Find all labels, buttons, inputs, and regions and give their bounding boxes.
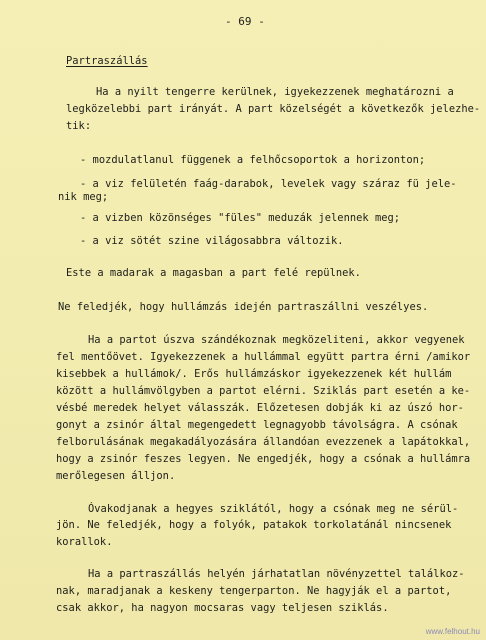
text-line: Este a madarak a magasban a part felé repülnek.	[66, 267, 361, 279]
text-line: legközelebbi part irányát. A part közelségét a következők jelezhe-	[66, 103, 481, 115]
text-line: Ha a nyilt tengerre kerülnek, igyekezzenek meghatározni a	[96, 86, 454, 98]
text-line: Ha a partot úszva szándékoznak megközeliteni, akkor vegyenek	[88, 334, 465, 346]
text-line: között a hullámvölgyben a partot elérni. Sziklás part esetén a ke-	[56, 385, 471, 397]
list-item: - a viz sötét szine világosabbra változik.	[80, 235, 344, 247]
text-line: csak akkor, ha nagyon mocsaras vagy teljesen sziklás.	[56, 602, 389, 614]
watermark: www.felhout.hu	[425, 627, 480, 636]
text-line: vésbé meredek helyet válasszák. Előzetesen dobják ki az úszó hor-	[56, 402, 464, 414]
text-line: korallok.	[56, 536, 113, 548]
list-item-cont: nik meg;	[58, 191, 109, 203]
text-line: kisebbek a hullámok/. Erős hullámzáskor igyekezzenek két hullám	[56, 368, 452, 380]
text-line: jön. Ne feledjék, hogy a folyók, patakok torkolatánál nincsenek	[56, 519, 452, 531]
text-line: Ne feledjék, hogy hullámzás idején partraszállni veszélyes.	[58, 301, 429, 313]
text-line: gonyt a zsinór által megengedett legnagyobb távolságra. A csónak	[56, 419, 458, 431]
text-line: fel mentőövet. Igyekezzenek a hullámmal együtt partra érni /amikor	[56, 351, 471, 363]
list-item: - mozdulatlanul függenek a felhőcsoportok a horizonton;	[80, 154, 426, 166]
text-line: Óvakodjanak a hegyes sziklától, hogy a csónak meg ne sérül-	[88, 503, 459, 515]
section-title: Partraszállás	[66, 55, 148, 67]
text-line: Ha a partraszállás helyén járhatatlan növényzettel találkoz-	[88, 568, 465, 580]
list-item: - a viz felületén faág-darabok, levelek vagy száraz fü jele-	[80, 178, 457, 190]
text-line: nak, maradjanak a keskeny tengerparton. Ne hagyják el a partot,	[56, 585, 452, 597]
text-line: merőlegesen álljon.	[56, 470, 176, 482]
list-item: - a vizben közönséges "füles" meduzák jelennek meg;	[80, 212, 401, 224]
text-line: hogy a zsinór feszes legyen. Ne engedjék, hogy a csónak a hullámra	[56, 453, 471, 465]
text-line: felborulásának megakadályozására állandóan evezzenek a lapátokkal,	[56, 436, 471, 448]
page-number: - 69 -	[225, 15, 265, 28]
text-line: tik:	[66, 120, 92, 132]
